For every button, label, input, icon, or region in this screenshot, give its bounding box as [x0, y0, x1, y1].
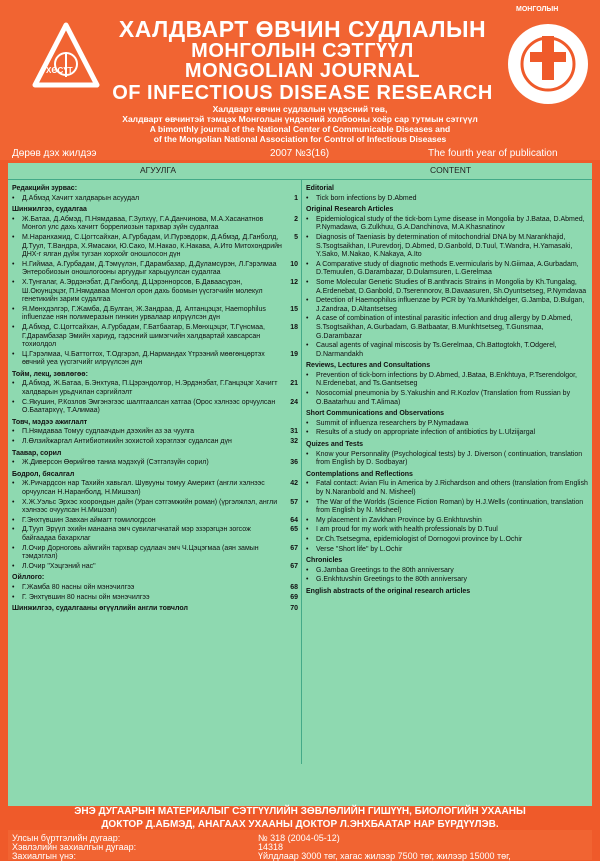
bullet-icon: • — [306, 429, 309, 437]
entry-text: Л.Очир "Хэцгэний нас" — [22, 562, 96, 570]
section-title: Short Communications and Observations — [306, 410, 445, 418]
entry-text: Х.Тунгалаг, А.Эрдэнэбат, Д.Ганболд, Д.Цэрэннорсов, Б.Даваасүрэн, Ш.Оюунцэцэг, П.Нямдаваа Монгол орон дахь боомын үүсгэгчийн молекул генетикийн зарим судалгаа — [22, 278, 263, 304]
bullet-icon: • — [306, 297, 309, 305]
bullet-icon: • — [12, 526, 15, 534]
contents-entry[interactable] — [12, 594, 298, 603]
contents-entry[interactable] — [306, 390, 590, 407]
bullet-icon: • — [306, 215, 309, 223]
contents-entry[interactable] — [306, 315, 590, 341]
bullet-icon: • — [12, 593, 15, 601]
contents-entry[interactable] — [12, 459, 298, 468]
contents-entry[interactable] — [306, 576, 590, 585]
contents-entry[interactable] — [12, 517, 298, 526]
page-number: 18 — [290, 323, 298, 331]
contents-entry[interactable] — [12, 324, 298, 350]
section-title: Original Research Articles — [306, 206, 394, 214]
contents-column-mn — [12, 182, 298, 614]
title-en-line2: OF INFECTIOUS DISEASE RESEARCH — [112, 82, 493, 104]
contents-entry[interactable] — [12, 195, 298, 204]
bullet-icon: • — [306, 566, 309, 574]
contents-entry[interactable] — [306, 526, 590, 535]
year-mn: Дөрөв дэх жилдээ — [12, 148, 97, 159]
bullet-icon: • — [306, 545, 309, 553]
page-number: 42 — [290, 480, 298, 488]
page-number: 5 — [294, 233, 298, 241]
entry-text: I am proud for my work with health professionals by D.Tuul — [316, 526, 498, 534]
entry-text: Л.Өлзийжаргал Антибиотикийн зохистой хэрэглээг судалсан дүн — [22, 438, 232, 446]
contents-entry[interactable] — [306, 297, 590, 314]
bullet-icon: • — [306, 535, 309, 543]
bullet-icon: • — [12, 278, 15, 286]
divider — [8, 179, 592, 180]
section-title: Тойм, лекц, зөвлөгөө: — [12, 370, 88, 378]
page-number: 68 — [290, 583, 298, 591]
contents-entry[interactable] — [306, 216, 590, 233]
entry-text: М.Наранхажид, С.Цогтсайхан, А.Гурбадам, И.Пүрэвдорж, Д.Абмэд, Д.Ганболд, Д.Туул, Т.Вандра, Х.Ямасаки, Ю.Сако, М.Накао, К.Накава, А.Ито Митохондрийн ДНХ-г ялган дүйж тугзан хорхойг оношлосон дүн — [22, 233, 282, 259]
page-number: 31 — [290, 428, 298, 436]
bullet-icon: • — [12, 398, 15, 406]
section-title: Contemplations and Reflections — [306, 470, 413, 478]
entry-text: Г.Энхтүвшин Завхан аймагт томилогдсон — [22, 516, 156, 524]
price-label: Захиалгын үнэ: — [12, 851, 77, 861]
entry-text: Causal agents of vaginal miscosis by Ts.Gerelmaa, Ch.Battogtokh, T.Odgerel, D.Narmandakh — [316, 342, 557, 358]
entry-text: Tick born infections by D.Abmed — [316, 194, 417, 202]
page-number: 12 — [290, 278, 298, 286]
association-seal-icon — [500, 6, 592, 110]
section-title-text: Шинжилгээ, судалгааны өгүүллийн англи товчлол — [12, 605, 188, 613]
registration-value: № 318 (2004-05-12) — [258, 833, 340, 843]
entry-text: My placement in Zavkhan Province by G.Enkhtuvshin — [316, 516, 482, 524]
bullet-icon: • — [12, 516, 15, 524]
contents-entry[interactable] — [306, 536, 590, 545]
entry-text: Ц.Гэрэлмаа, Ч.Баттогтох, Т.Одгэрэл, Д.Нармандах Үтрээний мөөгөнцөртэх өвчний уеа үүсгэгчийг илрүүлсэн дүн — [22, 350, 265, 367]
bullet-icon: • — [306, 480, 309, 488]
page-number: 70 — [290, 605, 298, 613]
section-title: Editorial — [306, 185, 335, 192]
logo-right-text: МОНГОЛЫН — [516, 6, 559, 13]
contents-entry[interactable] — [306, 517, 590, 526]
contents-entry[interactable] — [306, 451, 590, 468]
bullet-icon: • — [12, 215, 15, 223]
contents-entry[interactable] — [306, 429, 590, 438]
editor-note — [8, 805, 592, 831]
entry-text: Prevention of tick-born infections by D.Abmed, J.Bataa, B.Enkhtuya, P.Tserendolgor, N.Erdenebat, and Ts.Gantsetseg — [316, 371, 577, 388]
bullet-icon: • — [306, 526, 309, 534]
bullet-icon: • — [12, 305, 15, 313]
bullet-icon: • — [12, 583, 15, 591]
contents-heading-mn: АГУУЛГА — [140, 165, 177, 175]
contents-entry[interactable] — [12, 306, 298, 323]
entry-text: G.Enkhtuvshin Greetings to the 80th anniversary — [316, 576, 467, 584]
section-title: Редакцийн зурвас: — [12, 185, 78, 192]
page-number: 10 — [290, 260, 298, 268]
contents-entry[interactable] — [306, 546, 590, 555]
contents-entry[interactable] — [12, 279, 298, 305]
entry-text: Dr.Ch.Tsetsegma, epidemiologist of Dornogovi province by L.Ochir — [316, 535, 523, 543]
entry-text: Nosocomial pneumonia by S.Yakushin and R.Kozlov (Translation from Russian by O.Baatarhuu and T.Alimaa) — [316, 390, 571, 406]
section-title: Quizes and Tests — [306, 441, 364, 449]
title-mn-line1: ХАЛДВАРТ ӨВЧИН СУДЛАЛЫН — [118, 16, 487, 42]
entry-text: Д.Абмэд Хачигт халдварын асуудал — [22, 194, 140, 202]
section-title: Бодрол, бясалгал — [12, 470, 75, 478]
page-number: 2 — [294, 215, 298, 223]
contents-entry[interactable] — [306, 567, 590, 576]
section-title: Шинжилгээ, судалгаа — [12, 206, 87, 214]
bullet-icon: • — [306, 278, 309, 286]
bullet-icon: • — [306, 194, 309, 202]
bullet-icon: • — [12, 480, 15, 488]
page-number: 67 — [290, 544, 298, 552]
page-number: 19 — [290, 350, 298, 358]
contents-entry[interactable] — [12, 563, 298, 572]
bullet-icon: • — [306, 576, 309, 584]
section-title: Товч, мэдээ ажиглалт — [12, 418, 88, 426]
issue-number: 2007 №3(16) — [270, 148, 330, 159]
entry-text: Some Molecular Genetic Studies of B.anthracis Strains in Mongolia by Kh.Tungalag, A.Erdenebat, D.Ganbold, D.Tserennorov, B.Davaasuren, Sh.Oyuntsetseg, P.Nymdavaa — [316, 278, 587, 295]
entry-text: Ж.Батаа, Д.Абмэд, П.Нямдаваа, Г.Зулхүү, Г.А.Данчинова, М.А.Хасанатнов Монгол улс дахь хачигт боррелиозын тархвар зүйн судалгаа — [22, 215, 264, 232]
registration-label: Улсын бүртгэлийн дугаар: — [12, 833, 121, 843]
page-number: 65 — [290, 526, 298, 534]
section-title: Reviews, Lectures and Consultations — [306, 362, 431, 370]
entry-text: Д.Туул Эрүүл эхийн манаана эмч сувилагчнатай мэр эзэрэгцэн зогсож байгаадаа бахархлаг — [22, 526, 251, 542]
page-number: 32 — [290, 438, 298, 446]
entry-text: Ж.Диверсон Өөрийгөө таниа мэдэхүй (Сэтгэлзүйн сорил) — [22, 459, 209, 467]
bullet-icon: • — [306, 315, 309, 323]
contents-entry[interactable] — [12, 526, 298, 543]
bullet-icon: • — [306, 498, 309, 506]
section-title — [12, 605, 298, 614]
contents-entry[interactable] — [306, 372, 590, 389]
contents-entry[interactable] — [12, 499, 298, 516]
contents-entry[interactable] — [306, 499, 590, 516]
hosut-triangle-logo-icon — [32, 22, 100, 92]
contents-entry[interactable] — [12, 480, 298, 497]
page-number: 36 — [290, 459, 298, 467]
entry-text: Ж.Ричардсон нар Тахийн хавьгал. Шувууны томуу Америкт (англи хэлнээс орчуулсан Н.Наранболд, Н.Мишээл) — [22, 480, 265, 496]
contents-entry[interactable] — [306, 195, 590, 204]
order-label: Хэвлэлийн захиалгын дугаар: — [12, 842, 137, 852]
bullet-icon: • — [306, 342, 309, 350]
entry-text: Verse "Short life" by L.Ochir — [316, 545, 403, 553]
bullet-icon: • — [12, 194, 15, 202]
contents-entry[interactable] — [12, 545, 298, 562]
bullet-icon: • — [12, 380, 15, 388]
bullet-icon: • — [12, 438, 15, 446]
bullet-icon: • — [12, 562, 15, 570]
subtitle-line: Халдварт өвчин судлалын үндэсний төв, — [212, 104, 388, 114]
bullet-icon: • — [306, 260, 309, 268]
editor-note-line: ЭНЭ ДУГААРЫН МАТЕРИАЛЫГ СЭТГҮҮЛИЙН ЗӨВЛӨЛИЙН ГИШҮҮН, БИОЛОГИЙН УХААНЫ — [74, 806, 526, 817]
page-number: 67 — [290, 562, 298, 570]
contents-entry[interactable] — [12, 234, 298, 260]
section-title: Chronicles — [306, 557, 343, 565]
year-en: The fourth year of publication — [428, 148, 558, 159]
cover-header — [0, 0, 600, 160]
order-value: 14318 — [258, 842, 284, 852]
contents-entry[interactable] — [12, 399, 298, 416]
bullet-icon: • — [12, 498, 15, 506]
entry-text: Summit of influenza researchers by P.Nymadawa — [316, 419, 469, 427]
contents-heading-en: CONTENT — [430, 165, 472, 175]
entry-text: Н.Гиймаа, А.Гурбадам, Д.Тэмүүлэн, Г.Дарамбазар, Д.Дуламсүрэн, Л.Гэрэлмаа Энтеробиозын оношлогооны аргуудыг харьцуулсан судалгаа — [22, 260, 277, 277]
page-number: 64 — [290, 516, 298, 524]
price-value: Үйлдлаар 3000 төг, хагас жилээр 7500 төг, жилээр 15000 төг, — [258, 851, 511, 861]
contents-entry[interactable] — [306, 480, 590, 497]
contents-entry[interactable] — [12, 438, 298, 447]
entry-text: Detection of Haemophilus influenzae by PCR by Ya.Munkhdelger, G.Jamba, D.Bulgan, J.Zandraa, D.Altantsetseg — [316, 297, 585, 313]
page-number: 21 — [290, 380, 298, 388]
section-title: Таавар, сорил — [12, 449, 62, 457]
section-title: Ойллого: — [12, 574, 45, 582]
contents-entry[interactable] — [12, 428, 298, 437]
bullet-icon: • — [12, 260, 15, 268]
column-divider — [301, 180, 302, 764]
logo-left-text: ХӨСҮТ — [46, 66, 73, 75]
title-mn-line2: МОНГОЛЫН СЭТГҮҮЛ — [191, 40, 414, 62]
bullet-icon: • — [12, 323, 15, 331]
contents-entry[interactable] — [306, 279, 590, 296]
contents-entry[interactable] — [12, 351, 298, 368]
bullet-icon: • — [12, 233, 15, 241]
contents-entry[interactable] — [306, 261, 590, 278]
editor-note-line: ДОКТОР Д.АБМЭД, АНАГААХ УХААНЫ ДОКТОР Л.ЭНХБААТАР НАР БҮРДҮҮЛЭВ. — [101, 819, 499, 830]
page-number: 69 — [290, 593, 298, 601]
entry-text: Д.Абмэд, С.Цогтсайхан, А.Гурбадам, Г.Батбаатар, Б.Мөнхцэцэг, Т.Гүнсмаа, Г.Дарамбазар Эмийн хариуд, гэдэсний шимэгчийн халдвартай хавсарсан тохиолдол — [22, 323, 265, 349]
entry-text: Я.Мөнхдэлгэр, Г.Жамба, Д.Булган, Ж.Зандраа, Д. Алтанцэцэг, Haemophilus influenzae нян полимеразын гинжин урвалаар илрүүлсэн дүн — [22, 305, 266, 322]
contents-entry[interactable] — [12, 216, 298, 233]
bullet-icon: • — [306, 371, 309, 379]
bullet-icon: • — [306, 390, 309, 398]
page-number: 1 — [294, 194, 298, 202]
section-title: English abstracts of the original research articles — [306, 587, 471, 595]
entry-text: Diagnosis of Taeniasis by determination of mitochondrial DNA by M.Narankhajid, S.Tsogtsaikhan, I.Purevdorj, D.Abmed, D.Ganbold, D.Tuul, T.Wandra, H.Yamasaki, Y.Sako, M.Nakao, K.Nakaya, A.Ito — [316, 233, 573, 259]
entry-text: Д.Абмэд, Ж.Батаа, Б.Энхтуяа, П.Цэрэндолгор, Н.Эрдэнэбат, Г.Ганцэцэг Хачигт халдварын урьдчилан сэргийлэлт — [22, 380, 278, 397]
entry-text: Fatal contact: Avian Flu in America by J.Richardson and others (translation from English by N.Naranbold and N. Misheel) — [316, 480, 588, 496]
entry-text: G.Jambaa Greetings to the 80th anniversary — [316, 566, 454, 574]
page-number: 24 — [290, 398, 298, 406]
entry-text: Results of a study on appropriate infection of antibiotics by L.Ulziijargal — [316, 429, 536, 437]
entry-text: A case of combination of intestinal parasitic infection and drug allergy by D.Abmed, S.Tsogtsaikhan, A.Gurbadam, G.Batbaatar, B.Munkhtsetseg, T.Gunsmaa, G.Darambazar — [316, 315, 573, 340]
contents-entry[interactable] — [12, 380, 298, 397]
subtitle-line: of the Mongolian National Association for Control of Infectious Diseases — [153, 134, 447, 144]
bullet-icon: • — [12, 544, 15, 552]
contents-entry[interactable] — [306, 342, 590, 359]
page-number: 15 — [290, 305, 298, 313]
subtitle-line: A bimonthly journal of the National Center of Communicable Diseases and — [149, 124, 451, 134]
contents-column-en — [306, 182, 590, 597]
subtitle-line: Халдварт өвчинтэй тэмцэх Монголын үндэсний холбооны хоёр сар тутмын сэтгүүл — [122, 114, 478, 124]
bullet-icon: • — [306, 233, 309, 241]
bullet-icon: • — [306, 516, 309, 524]
entry-text: П.Нямдаваа Томуу судлаачдын дээхийн аз эа чуулга — [22, 428, 195, 436]
entry-text: The War of the Worlds (Science Fiction Roman) by H.J.Wells (continuation, translation from English by N. Misheel) — [316, 498, 584, 515]
bullet-icon: • — [306, 450, 309, 458]
entry-text: Know your Personnality (Psychological tests) by J. Diverson ( continuation, translation from English by D. Sodbayar) — [316, 450, 583, 467]
contents-entry[interactable] — [306, 420, 590, 429]
entry-text: С.Якушин, Р.Козлов Эмгэнэгээс шалтгаалсан хатгаа (Орос хэлнээс орчуулсан О.Баатархүү, Т.Алимаа) — [22, 398, 276, 415]
title-en-line1: MONGOLIAN JOURNAL — [184, 60, 421, 82]
entry-text: Г.Жамба 80 насны ойн мэнэчилгээ — [22, 583, 135, 591]
contents-entry[interactable] — [12, 261, 298, 278]
entry-text: Л.Очир Дорноговь аймгийн тархвар судлаач эмч Ч.Цэцэгмаа (аян замын тэмдэглэл) — [22, 544, 259, 561]
contents-entry[interactable] — [306, 234, 590, 260]
bullet-icon: • — [12, 459, 15, 467]
contents-entry[interactable] — [12, 584, 298, 593]
entry-text: Epidemiological study of the tick-born Lyme disease in Mongolia by J.Bataa, D.Abmed, P.Nymadawa, G.Zulkhuu, G.A.Danchinova, M.A.Khasnatinov — [316, 215, 585, 232]
page-number: 57 — [290, 498, 298, 506]
bullet-icon: • — [306, 419, 309, 427]
entry-text: A Comparative study of diagnotic methods E.vermicularis by N.Giimaa, A.Gurbadam, D.Temuulen, G.Darambazar, D.Dulamsuren, L.Gerelmaa — [316, 260, 579, 277]
bullet-icon: • — [12, 428, 15, 436]
entry-text: Г. Энхтүвшин 80 насны ойн мэнэчилгээ — [22, 593, 150, 601]
publication-info — [8, 830, 592, 860]
entry-text: Х.Ж.Уэльс Эрхэс хоорондын дайн (Уран сэтгэмжийн роман) (үргэлжлэл, англи хэлнээс очуулсан Н.Мишээл) — [22, 498, 278, 515]
bullet-icon: • — [12, 350, 15, 358]
